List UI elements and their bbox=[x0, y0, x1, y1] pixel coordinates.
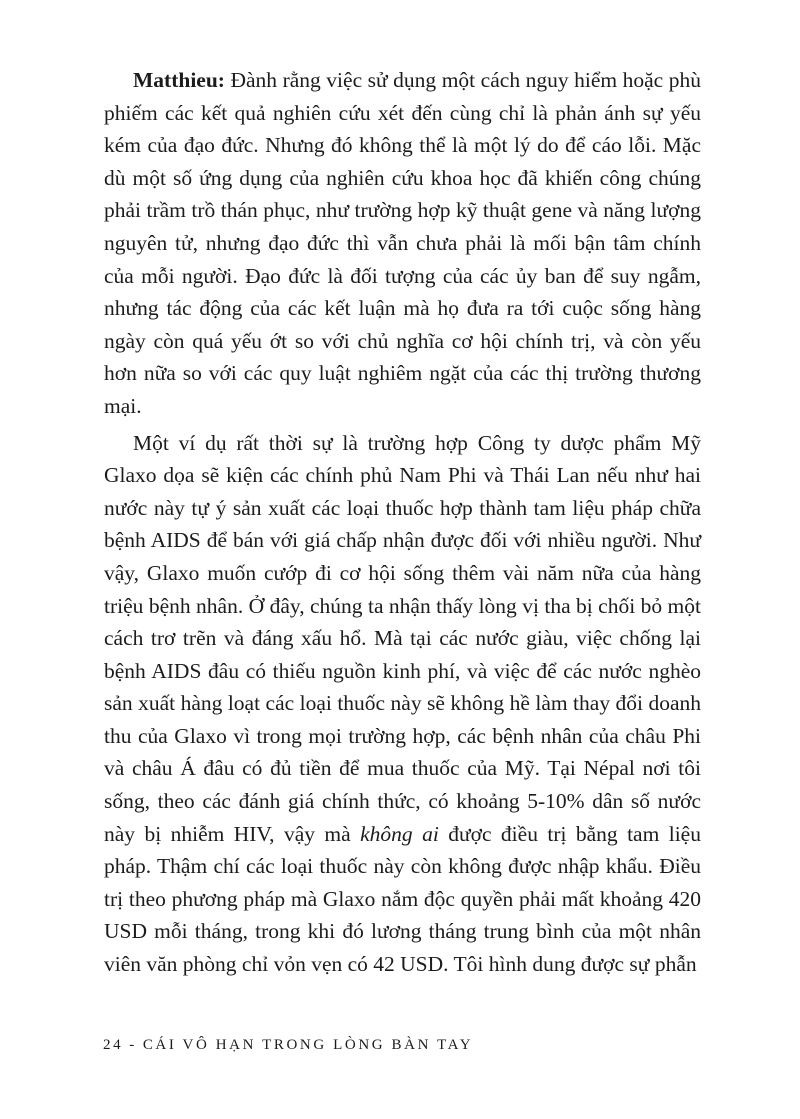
paragraph-text-part-2: được điều trị bằng tam liệu pháp. Thậm chí các loại thuốc này còn không được nhập khẩu. Điều trị theo phương pháp mà Glaxo nắm độc quyền phải mất khoảng 420 USD mỗi tháng, trong khi đó lương tháng trung bình của một nhân viên văn phòng chỉ vỏn vẹn có 42 USD. Tôi hình dung được sự phẫn bbox=[104, 821, 701, 977]
paragraph-text-part-1: Một ví dụ rất thời sự là trường hợp Công ty dược phẩm Mỹ Glaxo dọa sẽ kiện các chính phủ Nam Phi và Thái Lan nếu như hai nước này tự ý sản xuất các loại thuốc hợp thành tam liệu pháp chữa bệnh AIDS để bán với giá chấp nhận được đối với nhiều người. Như vậy, Glaxo muốn cướp đi cơ hội sống thêm vài năm nữa của hàng triệu bệnh nhân. Ở đây, chúng ta nhận thấy lòng vị tha bị chối bỏ một cách trơ trẽn và đáng xấu hổ. Mà tại các nước giàu, việc chống lại bệnh AIDS đâu có thiếu nguồn kinh phí, và việc để các nước nghèo sản xuất hàng loạt các loại thuốc này sẽ không hề làm thay đổi doanh thu của Glaxo vì trong mọi trường hợp, các bệnh nhân của châu Phi và châu Á đâu có đủ tiền để mua thuốc của Mỹ. Tại Népal nơi tôi sống, theo các đánh giá chính thức, có khoảng 5-10% dân số nước này bị nhiễm HIV, vậy mà bbox=[104, 430, 701, 846]
paragraph-1 bbox=[104, 64, 701, 423]
footer-separator: - bbox=[129, 1037, 137, 1053]
running-title: CÁI VÔ HẠN TRONG LÒNG BÀN TAY bbox=[142, 1037, 474, 1053]
page-number: 24 bbox=[103, 1037, 124, 1053]
emphasized-text: không ai bbox=[360, 821, 439, 846]
paragraph-2 bbox=[104, 427, 701, 981]
paragraph-text: Đành rằng việc sử dụng một cách nguy hiểm hoặc phù phiếm các kết quả nghiên cứu xét đến cùng chỉ là phản ánh sự yếu kém của đạo đức. Nhưng đó không thể là một lý do để cáo lỗi. Mặc dù một số ứng dụng của nghiên cứu khoa học đã khiến công chúng phải trầm trồ thán phục, như trường hợp kỹ thuật gene và năng lượng nguyên tử, nhưng đạo đức thì vẫn chưa phải là mối bận tâm chính của mỗi người. Đạo đức là đối tượng của các ủy ban để suy ngẫm, nhưng tác động của các kết luận mà họ đưa ra tới cuộc sống hàng ngày còn quá yếu ớt so với chủ nghĩa cơ hội chính trị, và còn yếu hơn nữa so với các quy luật nghiêm ngặt của các thị trường thương mại. bbox=[104, 68, 701, 418]
page-body bbox=[104, 64, 701, 981]
page-footer bbox=[103, 1037, 473, 1054]
speaker-label: Matthieu: bbox=[133, 68, 225, 92]
